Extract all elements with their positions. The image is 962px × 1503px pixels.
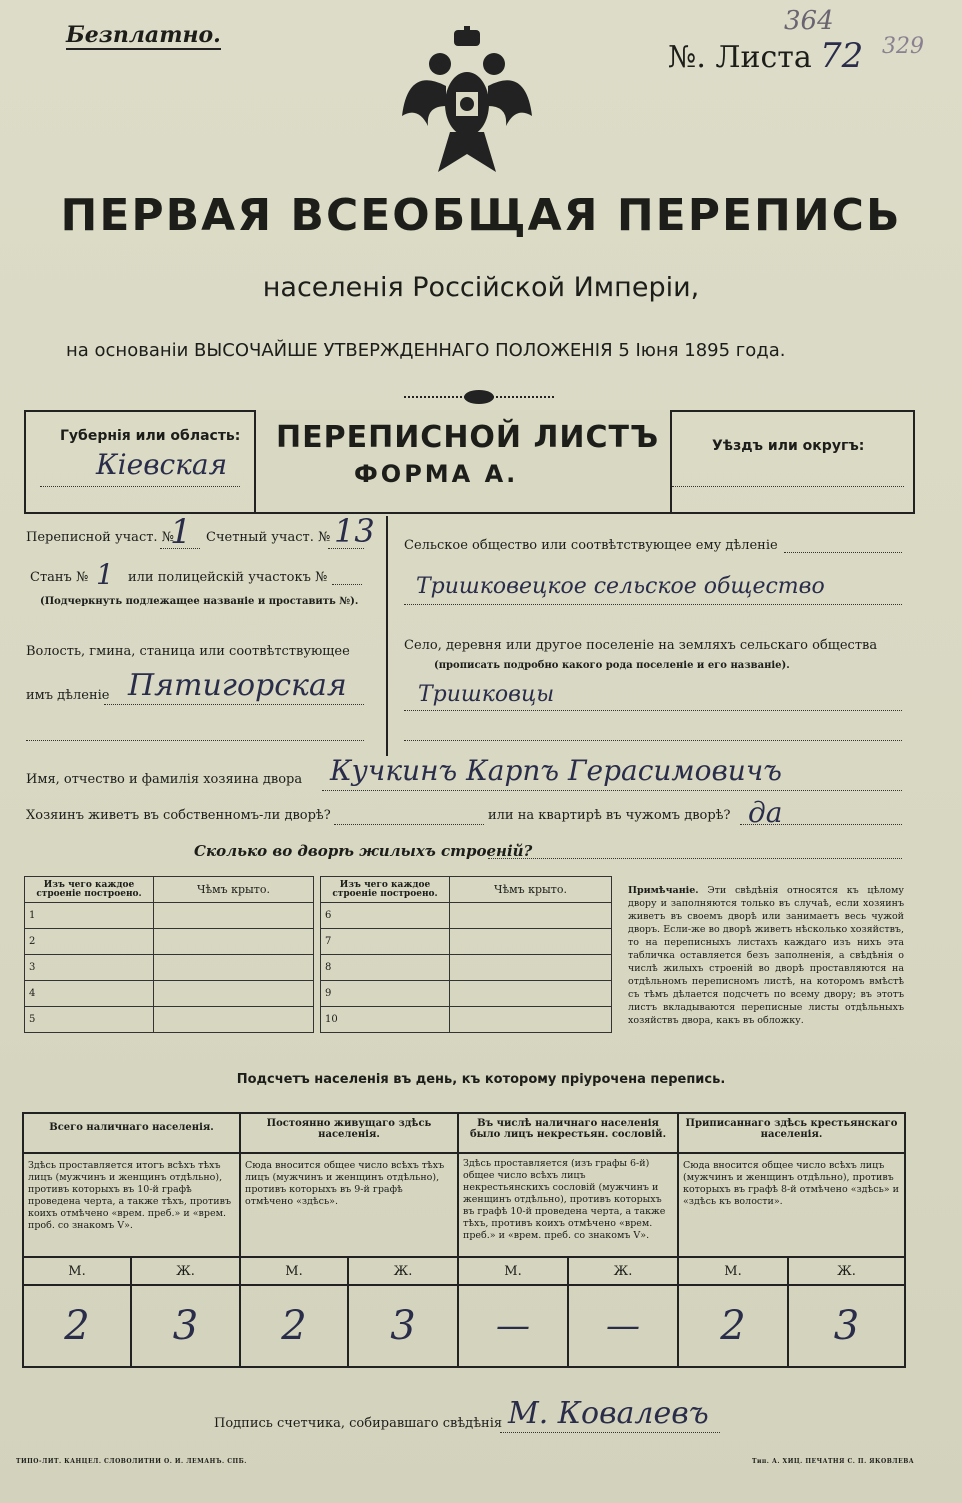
- signature-label: Подпись счетчика, собиравшаго свѣдѣнія: [214, 1416, 503, 1431]
- count-table: [22, 1112, 906, 1368]
- signature-value: М. Ковалевъ: [508, 1396, 709, 1431]
- census-section-value: 1: [170, 512, 192, 552]
- building-row: 4: [25, 981, 154, 1007]
- sheet-no-label: №. Листа: [668, 40, 812, 75]
- footer-left: ТИПО-ЛИТ. КАНЦЕЛ. СЛОВОЛИТНИ О. И. ЛЕМАНЪ. СПБ.: [16, 1458, 247, 1465]
- buildings-table-left: [24, 876, 314, 1033]
- m-label: М.: [458, 1257, 568, 1285]
- count-nonpeasant-f: —: [568, 1285, 678, 1367]
- count-registered-f: 3: [788, 1285, 905, 1367]
- f-label: Ж.: [131, 1257, 240, 1285]
- count-nonpeasant-m: —: [458, 1285, 568, 1367]
- society-label: Сельское общество или соотвѣтствующее ему дѣленіе: [404, 538, 778, 553]
- building-row: 5: [25, 1007, 154, 1033]
- m-label: М.: [678, 1257, 788, 1285]
- province-value: Кіевская: [96, 448, 228, 481]
- m-label: М.: [23, 1257, 131, 1285]
- f-label: Ж.: [348, 1257, 458, 1285]
- footer-right: Тип. А. ХИЦ. ПЕЧАТНЯ С. П. ЯКОВЛЕВА: [752, 1458, 915, 1465]
- m-label: М.: [240, 1257, 348, 1285]
- count-permanent-f: 3: [348, 1285, 458, 1367]
- imperial-eagle-icon: [398, 26, 536, 176]
- page-title: ПЕРВАЯ ВСЕОБЩАЯ ПЕРЕПИСЬ: [60, 190, 902, 241]
- count-col-nonpeasant-title: Въ числѣ наличнаго населенія было лицъ некрестьян. сословій.: [458, 1113, 678, 1153]
- building-row: 3: [25, 955, 154, 981]
- counting-section-value: 13: [334, 512, 375, 550]
- police-label: или полицейскій участокъ №: [128, 570, 328, 585]
- owner-label: Имя, отчество и фамилія хозяина двора: [26, 772, 303, 787]
- count-total-f: 3: [131, 1285, 240, 1367]
- form-subtitle: ФОРМА А.: [354, 460, 519, 488]
- count-col-nonpeasant-desc: Здѣсь проставляется (изъ графы 6-й) общее число всѣхъ лицъ некрестьянскихъ сословій (мужчинъ и женщинъ отдѣльно), противъ которыхъ въ графѣ 10-й проведена черта, а также тѣхъ, противъ коихъ отмѣчено «врем. преб.» и «врем. преб. со знакомъ V».: [458, 1153, 678, 1257]
- count-heading: Подсчетъ населенія въ день, къ которому пріурочена перепись.: [236, 1072, 726, 1087]
- buildings-label: Сколько во дворѣ жилыхъ строеній?: [194, 842, 533, 860]
- corner-number-top: 364: [784, 6, 834, 36]
- village-value: Тришковцы: [418, 682, 555, 707]
- census-section-label: Переписной участ. №: [26, 530, 174, 545]
- building-row: 10: [321, 1007, 450, 1033]
- owner-value: Кучкинъ Карпъ Герасимовичъ: [330, 754, 782, 787]
- rented-label: или на квартирѣ въ чужомъ дворѣ?: [488, 808, 731, 823]
- sheet-no-value: 72: [820, 36, 864, 76]
- district-label: Уѣздъ или округъ:: [712, 438, 865, 454]
- volost-label: Волость, гмина, станица или соотвѣтствующее: [26, 644, 350, 659]
- count-col-permanent-title: Постоянно живущаго здѣсь населенія.: [240, 1113, 458, 1153]
- building-row: 7: [321, 929, 450, 955]
- count-col-registered-title: Приписаннаго здѣсь крестьянскаго населенія.: [678, 1113, 905, 1153]
- f-label: Ж.: [568, 1257, 678, 1285]
- buildings-col2-header: Чѣмъ крыто.: [154, 877, 314, 903]
- building-row: 8: [321, 955, 450, 981]
- society-value: Тришковецкое сельское общество: [416, 574, 825, 599]
- village-note: (прописать подробно какого рода поселеніе и его названіе).: [434, 660, 790, 671]
- stan-value: 1: [96, 558, 114, 591]
- count-total-m: 2: [23, 1285, 131, 1367]
- count-registered-m: 2: [678, 1285, 788, 1367]
- f-label: Ж.: [788, 1257, 905, 1285]
- building-row: 2: [25, 929, 154, 955]
- buildings-col2-header: Чѣмъ крыто.: [450, 877, 612, 903]
- count-col-total-title: Всего наличнаго населенія.: [23, 1113, 240, 1153]
- note-block: [628, 884, 904, 1027]
- building-row: 6: [321, 903, 450, 929]
- stan-label: Станъ №: [30, 570, 89, 585]
- count-col-registered-desc: Сюда вносится общее число всѣхъ лицъ (мужчинъ и женщинъ отдѣльно), противъ которыхъ въ графѣ 8-й отмѣчено «здѣсь» и «здѣсь къ волости».: [678, 1153, 905, 1257]
- building-row: 1: [25, 903, 154, 929]
- buildings-col1-header: Изъ чего каждое строеніе построено.: [321, 877, 450, 903]
- province-label: Губернія или область:: [60, 428, 241, 444]
- counting-section-label: Счетный участ. №: [206, 530, 331, 545]
- buildings-table-right: [320, 876, 612, 1033]
- corner-number-side: 329: [882, 34, 924, 59]
- note-text: Эти свѣдѣнія относятся къ цѣлому двору и заполняются только въ случаѣ, если хозяинъ живетъ въ своемъ дворѣ или занимаетъ весь чужой дворъ. Если-же во дворѣ живетъ нѣсколько хозяйствъ, то на переписныхъ листахъ каждаго изъ нихъ эта табличка оставляется безъ заполненія, а свѣдѣнія о числѣ жилыхъ строеній во дворѣ проставляются на отдѣльномъ переписномъ листѣ, на которомъ вмѣстѣ съ тѣмъ дѣлается подсчетъ по всему двору; въ этотъ листъ вкладываются переписные листы отдѣльныхъ хозяйствъ двора, какъ въ обложку.: [628, 885, 904, 1026]
- village-label: Село, деревня или другое поселеніе на земляхъ сельскаго общества: [404, 638, 878, 653]
- page-subtitle: населенія Россійской Имперіи,: [262, 272, 700, 303]
- volost-value: Пятигорская: [128, 668, 347, 703]
- underline-note: (Подчеркнуть подлежащее названіе и проставить №).: [40, 596, 359, 607]
- own-yard-label: Хозяинъ живетъ въ собственномъ-ли дворѣ?: [26, 808, 331, 823]
- ornament-divider: [404, 388, 554, 406]
- count-col-total-desc: Здѣсь проставляется итогъ всѣхъ тѣхъ лицъ (мужчинъ и женщинъ отдѣльно), противъ которыхъ въ 10-й графѣ проведена черта, а также тѣхъ, противъ коихъ отмѣчено «врем. преб.» и «врем. проб. со знакомъ V».: [23, 1153, 240, 1257]
- volost-label-2: имъ дѣленіе: [26, 688, 110, 703]
- count-permanent-m: 2: [240, 1285, 348, 1367]
- count-col-permanent-desc: Сюда вносится общее число всѣхъ тѣхъ лицъ (мужчинъ и женщинъ отдѣльно), противъ которыхъ въ 9-й графѣ отмѣчено «здѣсь».: [240, 1153, 458, 1257]
- free-label: Безплатно.: [66, 22, 221, 48]
- buildings-col1-header: Изъ чего каждое строеніе построено.: [25, 877, 154, 903]
- building-row: 9: [321, 981, 450, 1007]
- note-title: Примѣчаніе.: [628, 885, 699, 896]
- rented-value: да: [748, 796, 783, 829]
- column-divider: [386, 516, 388, 756]
- form-title: ПЕРЕПИСНОЙ ЛИСТЪ: [276, 420, 660, 455]
- basis-text: на основаніи ВЫСОЧАЙШЕ УТВЕРЖДЕННАГО ПОЛОЖЕНІЯ 5 Іюня 1895 года.: [66, 340, 786, 361]
